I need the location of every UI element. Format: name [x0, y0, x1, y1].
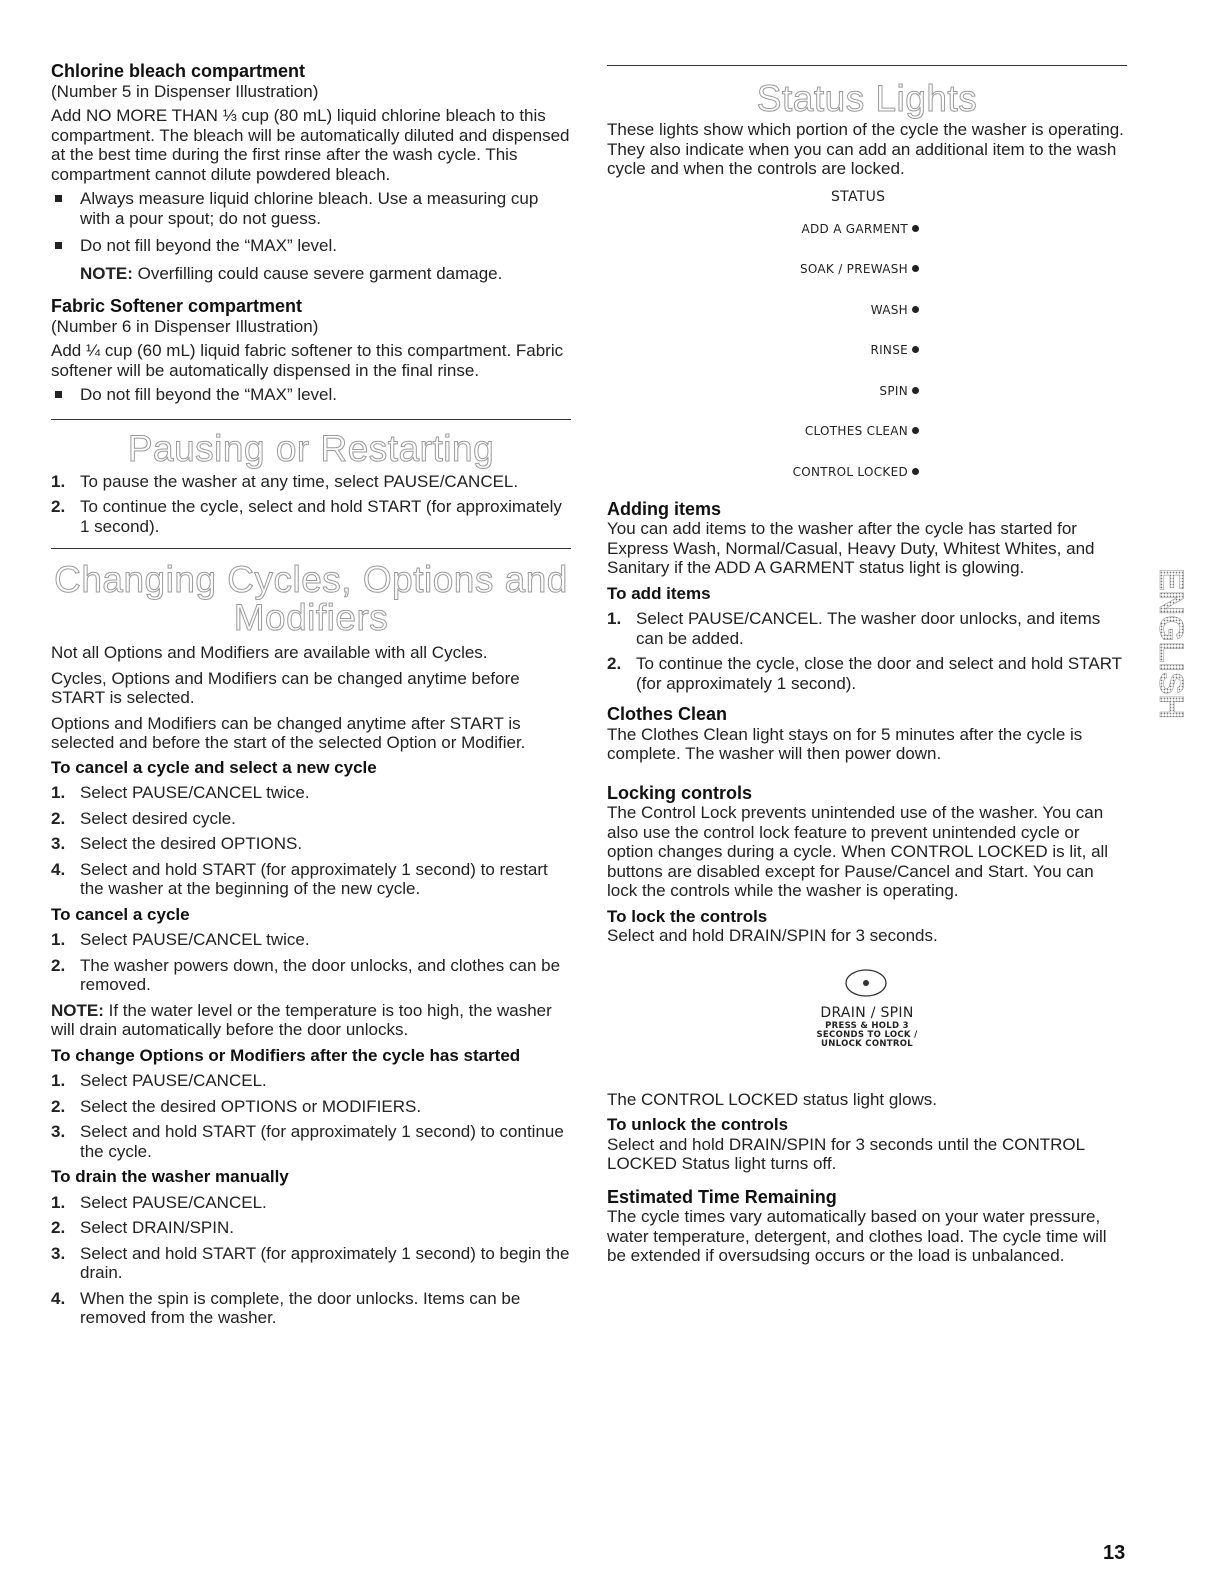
- list-item: 1. Select PAUSE/CANCEL twice.: [51, 783, 310, 802]
- list-item: 2. Select the desired OPTIONS or MODIFIERS.: [51, 1096, 422, 1116]
- changing-p1: Not all Options and Modifiers are available with all Cycles.: [51, 643, 488, 662]
- list-item: 3. Select and hold START (for approximately 1 second) to begin the drain.: [51, 1243, 570, 1282]
- chlorine-bullets: [51, 189, 571, 256]
- indicator-dot-icon: [912, 427, 919, 434]
- softener-bullets: [51, 385, 571, 405]
- cancel-steps: [51, 930, 571, 995]
- adding-body: You can add items to the washer after the cycle has started for Express Wash, Normal/Casual, Heavy Duty, Whitest Whites, and Sanitary if the ADD A GARMENT status light is glowing.: [607, 519, 1095, 577]
- drain-spin-button[interactable]: [844, 968, 888, 998]
- drain-steps: [51, 1193, 571, 1328]
- status-panel-title: STATUS: [831, 188, 886, 205]
- status-panel: [607, 188, 1127, 493]
- list-item: 1. Select PAUSE/CANCEL.: [51, 1071, 267, 1090]
- list-item: 2. The washer powers down, the door unlocks, and clothes can be removed.: [51, 955, 561, 994]
- unlock-sub: To unlock the controls: [607, 1115, 789, 1134]
- add-items-sub: To add items: [607, 583, 711, 603]
- lock-body: Select and hold DRAIN/SPIN for 3 seconds.: [607, 926, 938, 945]
- divider: [51, 548, 571, 549]
- side-tab-text: ENGLISH: [1152, 568, 1190, 720]
- locked-glows: The CONTROL LOCKED status light glows.: [607, 1089, 938, 1109]
- list-item: 2. To continue the cycle, close the door and select and hold START (for approximately 1 second).: [607, 654, 1122, 693]
- note-text: Overfilling could cause severe garment damage.: [132, 263, 503, 283]
- chlorine-note: [51, 264, 571, 284]
- pausing-heading: Pausing or Restarting: [127, 427, 495, 469]
- status-intro: These lights show which portion of the cycle the washer is operating. They also indicate when you can add an additional item to the wash cycle and when the controls are locked.: [607, 120, 1124, 178]
- drain-spin-caption-3: UNLOCK CONTROL: [821, 1038, 913, 1049]
- changing-p2: Cycles, Options and Modifiers can be changed anytime before START is selected.: [51, 668, 520, 707]
- divider: [51, 419, 571, 420]
- change-opts-title: To change Options or Modifiers after the cycle has started: [51, 1045, 521, 1065]
- english-side-tab: [1152, 566, 1190, 788]
- locking-body: The Control Lock prevents unintended use of the washer. You can also use the control lock feature to prevent unintended cycle or option changes during a cycle. When CONTROL LOCKED is lit, all buttons are disabled except for Pause/Cancel and Start. You can lock the controls while the washer is operating.: [607, 803, 1109, 900]
- drain-spin-caption-2: SECONDS TO LOCK /: [816, 1029, 918, 1040]
- pausing-steps: [51, 472, 571, 537]
- note-label: NOTE:: [51, 1000, 104, 1020]
- cancel-new-steps: [51, 783, 571, 899]
- list-item: 1. To pause the washer at any time, select PAUSE/CANCEL.: [51, 471, 519, 491]
- drain-title: To drain the washer manually: [51, 1167, 289, 1186]
- status-light-spin: SPIN: [793, 382, 919, 423]
- divider: [607, 65, 1127, 66]
- status-light-wash: WASH: [793, 301, 919, 342]
- indicator-dot-icon: [912, 265, 919, 272]
- status-light-add-garment: ADD A GARMENT: [793, 220, 919, 261]
- chlorine-title: Chlorine bleach compartment: [51, 61, 306, 81]
- status-light-list: [793, 220, 919, 504]
- estimated-title: Estimated Time Remaining: [607, 1186, 837, 1207]
- indicator-dot-icon: [912, 225, 919, 232]
- locking-title: Locking controls: [607, 782, 753, 803]
- indicator-dot-icon: [912, 306, 919, 313]
- add-items-steps: [607, 609, 1127, 693]
- note-label: NOTE:: [80, 263, 133, 283]
- cancel-title: To cancel a cycle: [51, 904, 190, 924]
- list-item: 4. When the spin is complete, the door unlocks. Items can be removed from the washer.: [51, 1288, 521, 1327]
- indicator-dot-icon: [912, 346, 919, 353]
- list-item: 2. Select desired cycle.: [51, 808, 236, 828]
- estimated-body: The cycle times vary automatically based on your water pressure, water temperature, detergent, and clothes load. The cycle time will be extended if oversudsing occurs or the load is unbalanced.: [607, 1207, 1107, 1265]
- status-light-rinse: RINSE: [793, 341, 919, 382]
- lock-sub: To lock the controls: [607, 906, 768, 926]
- softener-body: Add ¼ cup (60 mL) liquid fabric softener to this compartment. Fabric softener will be automatically dispensed in the final rinse.: [51, 341, 564, 380]
- changing-heading-2: Modifiers: [233, 597, 389, 638]
- softener-title: Fabric Softener compartment: [51, 296, 303, 316]
- changing-note: [51, 1001, 571, 1040]
- list-item: 1. Select PAUSE/CANCEL. The washer door unlocks, and items can be added.: [607, 609, 1101, 648]
- note-text: If the water level or the temperature is too high, the washer will drain automatically before the door unlocks.: [51, 1000, 552, 1039]
- left-column: [51, 62, 571, 1328]
- list-item: Do not fill beyond the “MAX” level.: [51, 385, 571, 405]
- status-light-control-locked: CONTROL LOCKED: [793, 463, 919, 504]
- drain-spin-label: DRAIN / SPIN: [820, 1004, 914, 1021]
- changing-heading-1: Changing Cycles, Options and: [54, 559, 568, 600]
- clothes-clean-title: Clothes Clean: [607, 704, 728, 724]
- list-item: 4. Select and hold START (for approximately 1 second) to restart the washer at the beginning of the new cycle.: [51, 859, 548, 898]
- list-item: Always measure liquid chlorine bleach. Use a measuring cup with a pour spout; do not guess.: [51, 189, 571, 228]
- list-item: 1. Select PAUSE/CANCEL twice.: [51, 930, 310, 949]
- chlorine-body: Add NO MORE THAN ⅓ cup (80 mL) liquid chlorine bleach to this compartment. The bleach will be automatically diluted and dispensed at the best time during the first rinse after the wash cycle. This compartment cannot dilute powdered bleach.: [51, 106, 570, 184]
- list-item: 3. Select the desired OPTIONS.: [51, 834, 303, 853]
- drain-spin-illustration: [607, 968, 1127, 1080]
- change-opts-steps: [51, 1071, 571, 1161]
- clothes-clean-body: The Clothes Clean light stays on for 5 minutes after the cycle is complete. The washer will then power down.: [607, 724, 1083, 763]
- right-column: [607, 65, 1127, 1266]
- chlorine-subtitle: (Number 5 in Dispenser Illustration): [51, 81, 319, 101]
- list-item: 2. Select DRAIN/SPIN.: [51, 1218, 234, 1237]
- indicator-dot-icon: [912, 468, 919, 475]
- page-number: 13: [1103, 1542, 1126, 1564]
- softener-subtitle: (Number 6 in Dispenser Illustration): [51, 316, 319, 336]
- drain-spin-caption-1: PRESS & HOLD 3: [825, 1020, 909, 1031]
- list-item: 1. Select PAUSE/CANCEL.: [51, 1192, 267, 1212]
- adding-title: Adding items: [607, 498, 722, 519]
- status-light-clothes-clean: CLOTHES CLEAN: [793, 422, 919, 463]
- changing-p3: Options and Modifiers can be changed anytime after START is selected and before the start of the selected Option or Modifier.: [51, 713, 526, 752]
- list-item: 2. To continue the cycle, select and hold START (for approximately 1 second).: [51, 497, 562, 536]
- cancel-new-title: To cancel a cycle and select a new cycle: [51, 757, 377, 777]
- list-item: Do not fill beyond the “MAX” level.: [51, 236, 571, 256]
- status-light-soak-prewash: SOAK / PREWASH: [793, 260, 919, 301]
- list-item: 3. Select and hold START (for approximately 1 second) to continue the cycle.: [51, 1122, 564, 1161]
- unlock-body: Select and hold DRAIN/SPIN for 3 seconds until the CONTROL LOCKED Status light turns off.: [607, 1134, 1085, 1173]
- status-heading: Status Lights: [756, 78, 978, 119]
- indicator-dot-icon: [912, 387, 919, 394]
